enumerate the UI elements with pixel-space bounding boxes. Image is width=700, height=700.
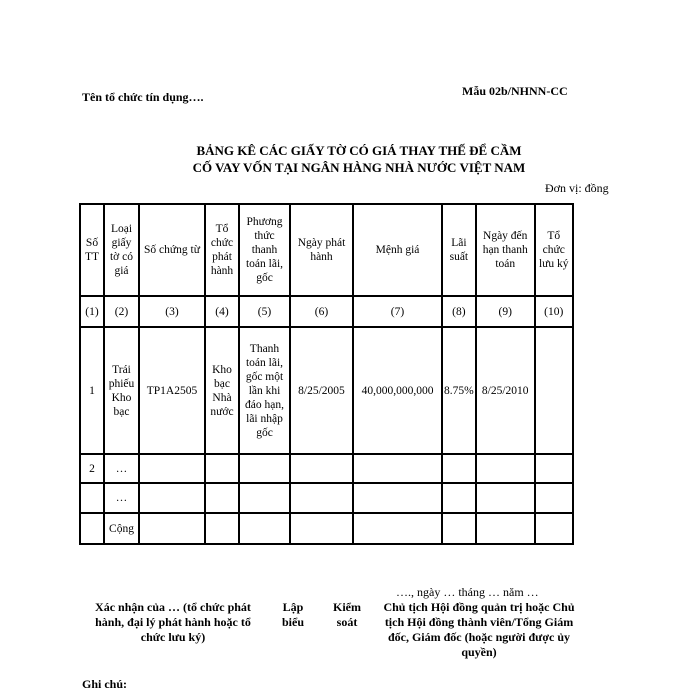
header-cell: Mệnh giá: [353, 204, 442, 296]
table-cell: [205, 454, 239, 483]
table-cell: Trái phiếu Kho bạc: [104, 327, 139, 454]
header-cell: Số TT: [80, 204, 104, 296]
notes-label: Ghi chú:: [82, 677, 128, 691]
table-cell: [205, 513, 239, 544]
table-cell: [139, 483, 205, 513]
table-cell: [535, 327, 573, 454]
table-cell: 8/25/2010: [476, 327, 535, 454]
table-cell: [476, 483, 535, 513]
header-cell: Loại giấy tờ có giá: [104, 204, 139, 296]
table-cell: 2: [80, 454, 104, 483]
number-cell: (6): [290, 296, 353, 327]
table-cell: Kho bạc Nhà nước: [205, 327, 239, 454]
title-line-2: CỐ VAY VỐN TẠI NGÂN HÀNG NHÀ NƯỚC VIỆT NAM: [192, 160, 526, 175]
table-cell: 8.75%: [442, 327, 476, 454]
table-row: [80, 483, 573, 513]
table-cell: [80, 513, 104, 544]
table-cell: [476, 513, 535, 544]
table-cell: [139, 454, 205, 483]
table-cell: [442, 483, 476, 513]
table-cell: TP1A2505: [139, 327, 205, 454]
title-line-1: BẢNG KÊ CÁC GIẤY TỜ CÓ GIÁ THAY THẾ ĐỂ CẦM: [196, 143, 522, 158]
table-cell: [290, 454, 353, 483]
table-cell: [353, 513, 442, 544]
document-title: [0, 142, 700, 176]
table-cell: [353, 483, 442, 513]
securities-table: [79, 203, 574, 545]
table-row: [80, 454, 573, 483]
org-name: Tên tổ chức tín dụng….: [82, 90, 204, 104]
table-cell: [535, 454, 573, 483]
header-cell: Lãi suất: [442, 204, 476, 296]
header-cell: Tổ chức phát hành: [205, 204, 239, 296]
form-code: Mẫu 02b/NHNN-CC: [462, 84, 568, 98]
table-cell: 40,000,000,000: [353, 327, 442, 454]
unit-label: Đơn vị: đồng: [545, 181, 609, 195]
table-cell: [353, 454, 442, 483]
number-cell: (5): [239, 296, 290, 327]
table-cell: [535, 513, 573, 544]
table-cell: [239, 454, 290, 483]
date-line: …., ngày … tháng … năm …: [396, 585, 539, 599]
total-label: Cộng: [104, 513, 139, 544]
header-cell: Phương thức thanh toán lãi, gốc: [239, 204, 290, 296]
table-cell: [535, 483, 573, 513]
table-cell: [290, 513, 353, 544]
number-cell: (9): [476, 296, 535, 327]
table-cell: [80, 483, 104, 513]
chairman-signature: Chủ tịch Hội đồng quản trị hoặc Chủ tịch Hội đồng thành viên/Tổng Giám đốc, Giám đốc (hoặc người được ủy quyền): [383, 600, 575, 659]
table-cell: …: [104, 483, 139, 513]
numbering-row: [80, 296, 573, 327]
table-cell: [442, 513, 476, 544]
number-cell: (10): [535, 296, 573, 327]
table-cell: …: [104, 454, 139, 483]
header-cell: Tổ chức lưu ký: [535, 204, 573, 296]
number-cell: (3): [139, 296, 205, 327]
table-cell: [139, 513, 205, 544]
table-cell: [290, 483, 353, 513]
checked-by-signature: Kiểm soát: [333, 600, 361, 629]
header-row: [80, 204, 573, 296]
number-cell: (4): [205, 296, 239, 327]
prepared-by-signature: Lập biểu: [281, 600, 304, 629]
table-cell: 1: [80, 327, 104, 454]
number-cell: (1): [80, 296, 104, 327]
table-cell: [205, 483, 239, 513]
confirmation-signature: Xác nhận của … (tổ chức phát hành, đại lý phát hành hoặc tổ chức lưu ký): [95, 600, 251, 644]
header-cell: Ngày phát hành: [290, 204, 353, 296]
table-cell: [239, 483, 290, 513]
table-cell: [442, 454, 476, 483]
number-cell: (7): [353, 296, 442, 327]
table-cell: [476, 454, 535, 483]
number-cell: (2): [104, 296, 139, 327]
table-cell: 8/25/2005: [290, 327, 353, 454]
table-cell: Thanh toán lãi, gốc một lần khi đáo hạn, lãi nhập gốc: [239, 327, 290, 454]
table-row: [80, 327, 573, 454]
table-cell: [239, 513, 290, 544]
header-cell: Ngày đến hạn thanh toán: [476, 204, 535, 296]
number-cell: (8): [442, 296, 476, 327]
total-row: [80, 513, 573, 544]
header-cell: Số chứng từ: [139, 204, 205, 296]
